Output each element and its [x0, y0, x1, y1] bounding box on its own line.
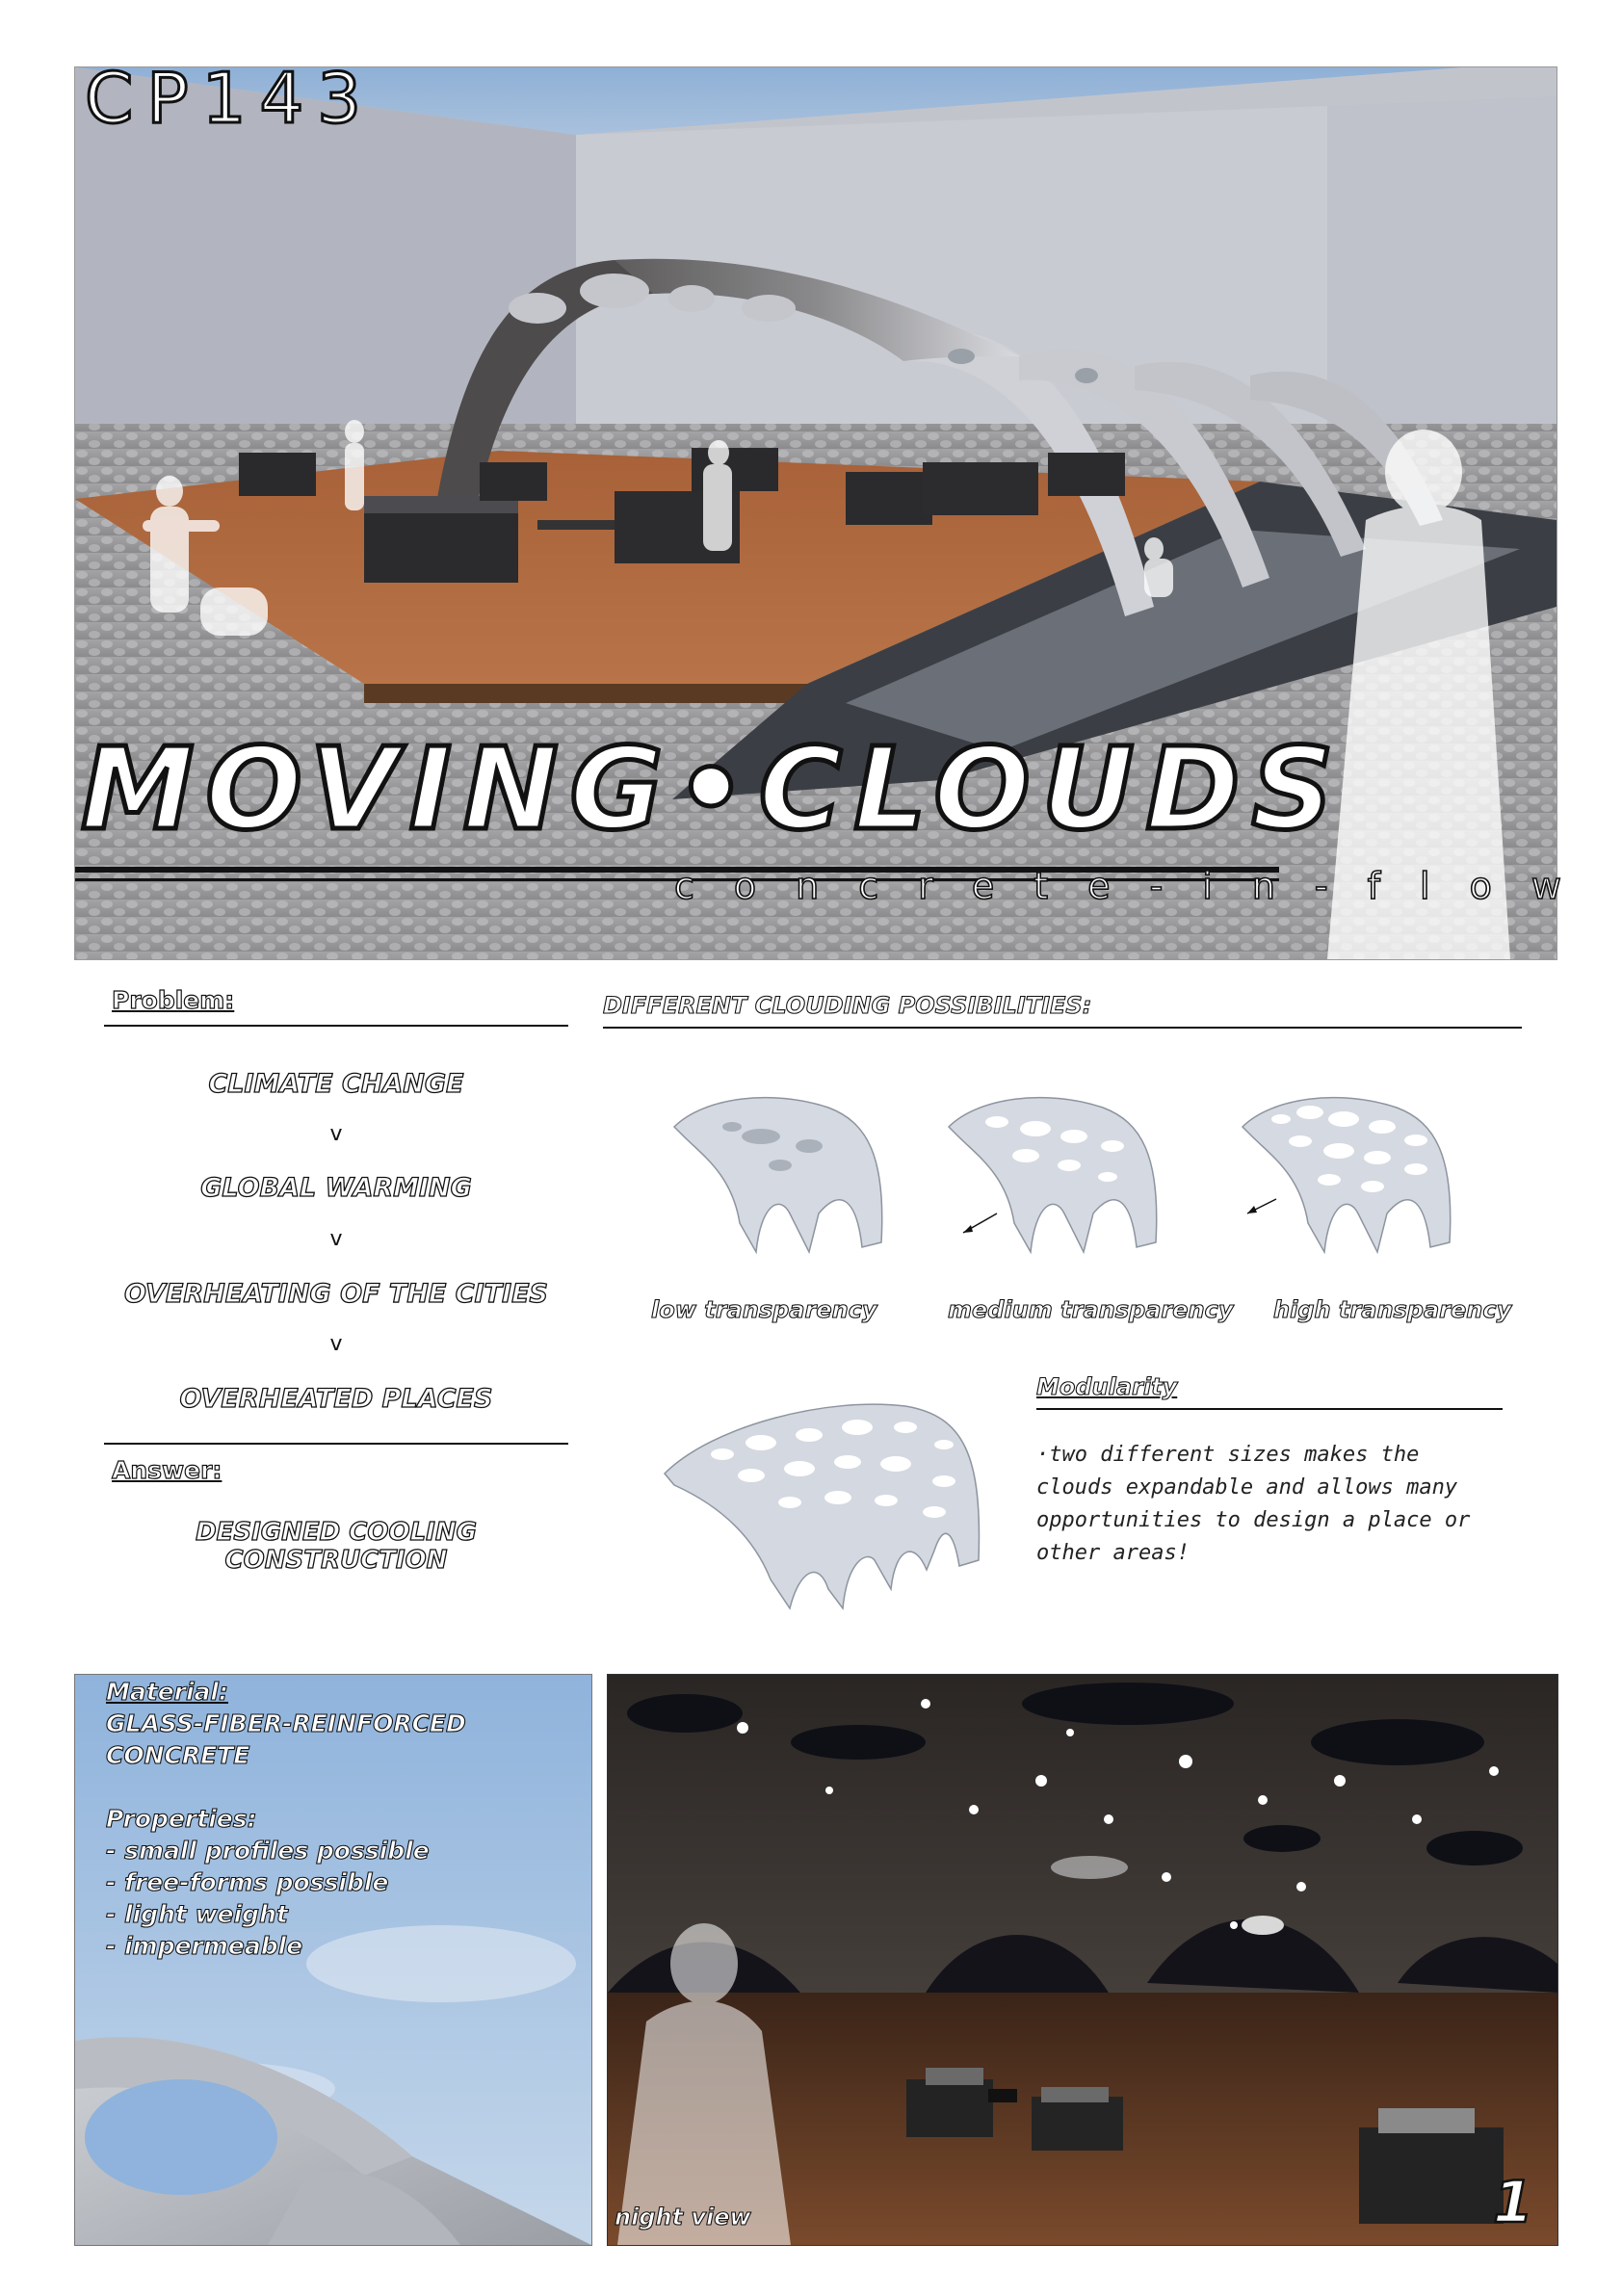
caption-medium-transparency: medium transparency	[948, 1296, 1234, 1323]
material-name-line-2: CONCRETE	[106, 1741, 250, 1769]
modularity-line-1: ·two different sizes makes the	[1036, 1443, 1420, 1467]
roof-model-low	[665, 1069, 905, 1262]
page-title: MOVING•CLOUDS	[81, 722, 1346, 855]
modularity-line-2: clouds expandable and allows many	[1036, 1475, 1458, 1500]
answer-line-1: DESIGNED COOLING	[196, 1518, 477, 1547]
night-view-caption: night view	[615, 2204, 751, 2231]
caption-low-transparency: low transparency	[651, 1296, 877, 1323]
down-arrow-icon: v	[329, 1122, 343, 1146]
property-item: - impermeable	[106, 1932, 303, 1960]
clouding-rule	[603, 1027, 1522, 1029]
page-number: 1	[1493, 2169, 1533, 2236]
clouding-heading: DIFFERENT CLOUDING POSSIBILITIES:	[603, 992, 1092, 1019]
modularity-line-3: opportunities to design a place or	[1036, 1508, 1471, 1532]
modular-roof-model	[655, 1368, 1002, 1628]
answer-heading: Answer:	[112, 1456, 222, 1484]
modularity-heading: Modularity	[1036, 1373, 1178, 1400]
problem-item-4: OVERHEATED PLACES	[179, 1384, 493, 1414]
night-illustration	[608, 1675, 1557, 2245]
project-code: CP143	[85, 58, 376, 139]
night-view-render	[607, 1674, 1558, 2246]
page-subtitle: concrete-in-flow	[674, 865, 1601, 907]
modularity-rule	[1036, 1408, 1503, 1410]
properties-heading: Properties:	[106, 1805, 257, 1833]
problem-rule	[104, 1025, 568, 1027]
problem-heading: Problem:	[112, 986, 235, 1014]
problem-item-2: GLOBAL WARMING	[200, 1173, 472, 1203]
material-name-line-1: GLASS-FIBER-REINFORCED	[106, 1709, 466, 1737]
answer-rule	[104, 1443, 568, 1445]
property-item: - light weight	[106, 1900, 288, 1928]
property-item: - small profiles possible	[106, 1837, 430, 1865]
roof-model-high	[1233, 1069, 1474, 1262]
answer-line-2: CONSTRUCTION	[224, 1546, 448, 1575]
material-heading: Material:	[106, 1678, 228, 1706]
property-item: - free-forms possible	[106, 1868, 389, 1896]
modularity-line-4: other areas!	[1036, 1541, 1190, 1565]
roof-model-medium	[939, 1069, 1180, 1262]
down-arrow-icon: v	[329, 1332, 343, 1356]
down-arrow-icon: v	[329, 1227, 343, 1251]
problem-item-1: CLIMATE CHANGE	[208, 1069, 464, 1099]
caption-high-transparency: high transparency	[1273, 1296, 1512, 1323]
problem-item-3: OVERHEATING OF THE CITIES	[124, 1279, 548, 1309]
